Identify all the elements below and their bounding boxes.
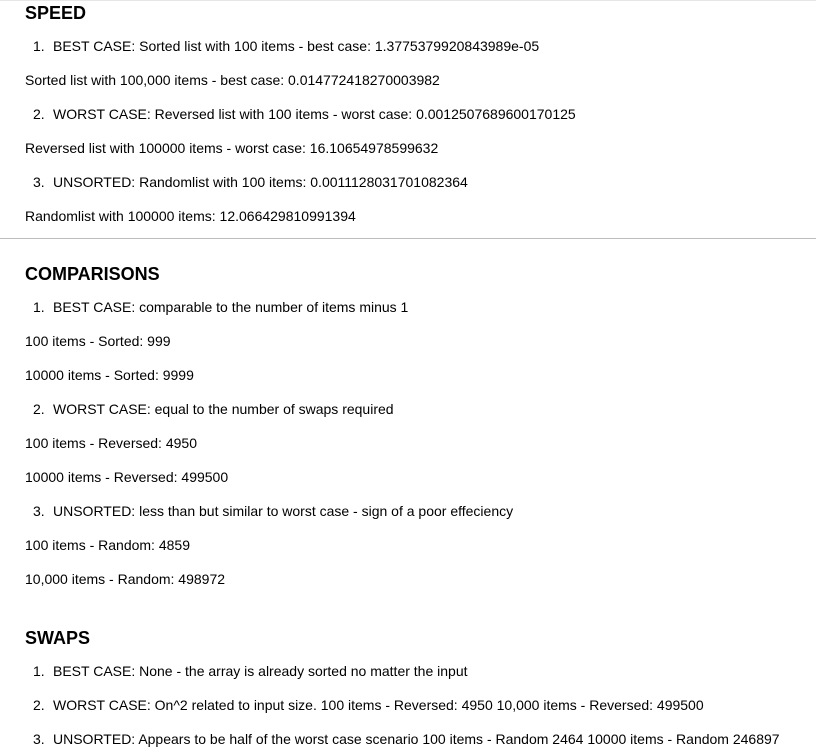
swaps-worst-text: WORST CASE: On^2 related to input size. 100 items - Reversed: 4950 10,000 items - Reversed: 499500 [53, 697, 704, 713]
list-number: 3. [33, 174, 45, 190]
swaps-best-item [25, 663, 468, 680]
comparisons-best-small: 100 items - Sorted: 999 [25, 333, 171, 349]
speed-heading: SPEED [25, 3, 87, 23]
list-number: 2. [33, 401, 45, 417]
speed-unsorted-text: UNSORTED: Randomlist with 100 items: 0.0011128031701082364 [53, 174, 468, 190]
list-number: 1. [33, 299, 45, 315]
speed-worst-large: Reversed list with 100000 items - worst case: 16.10654978599632 [25, 140, 439, 156]
comparisons-best-item [25, 299, 408, 316]
speed-worst-item [25, 106, 576, 123]
list-number: 1. [33, 663, 45, 679]
speed-best-item [25, 38, 539, 55]
comparisons-worst-item [25, 401, 394, 418]
comparisons-unsorted-large: 10,000 items - Random: 498972 [25, 571, 226, 587]
comparisons-unsorted-text: UNSORTED: less than but similar to worst case - sign of a poor effeciency [53, 503, 514, 519]
speed-best-large: Sorted list with 100,000 items - best case: 0.014772418270003982 [25, 72, 440, 88]
speed-unsorted-large: Randomlist with 100000 items: 12.066429810991394 [25, 208, 356, 224]
speed-worst-text: WORST CASE: Reversed list with 100 items - worst case: 0.0012507689600170125 [53, 106, 576, 122]
comparisons-worst-small: 100 items - Reversed: 4950 [25, 435, 197, 451]
list-number: 3. [33, 731, 45, 747]
list-number: 3. [33, 503, 45, 519]
comparisons-heading: COMPARISONS [25, 264, 160, 284]
top-divider [0, 0, 816, 1]
speed-unsorted-item [25, 174, 468, 191]
swaps-unsorted-text: UNSORTED: Appears to be half of the worst case scenario 100 items - Random 2464 10000 items - Random 246897 [53, 731, 780, 747]
comparisons-worst-large: 10000 items - Reversed: 499500 [25, 469, 229, 485]
comparisons-unsorted-small: 100 items - Random: 4859 [25, 537, 190, 553]
speed-best-text: BEST CASE: Sorted list with 100 items - best case: 1.3775379920843989e-05 [53, 38, 540, 54]
swaps-best-text: BEST CASE: None - the array is already sorted no matter the input [53, 663, 468, 679]
comparisons-unsorted-item [25, 503, 513, 520]
swaps-heading: SWAPS [25, 628, 91, 648]
comparisons-best-large: 10000 items - Sorted: 9999 [25, 367, 194, 383]
list-number: 2. [33, 106, 45, 122]
section-divider [0, 238, 816, 239]
comparisons-best-text: BEST CASE: comparable to the number of items minus 1 [53, 299, 409, 315]
swaps-unsorted-item [25, 731, 780, 748]
comparisons-worst-text: WORST CASE: equal to the number of swaps required [53, 401, 394, 417]
list-number: 2. [33, 697, 45, 713]
swaps-worst-item [25, 697, 704, 714]
list-number: 1. [33, 38, 45, 54]
